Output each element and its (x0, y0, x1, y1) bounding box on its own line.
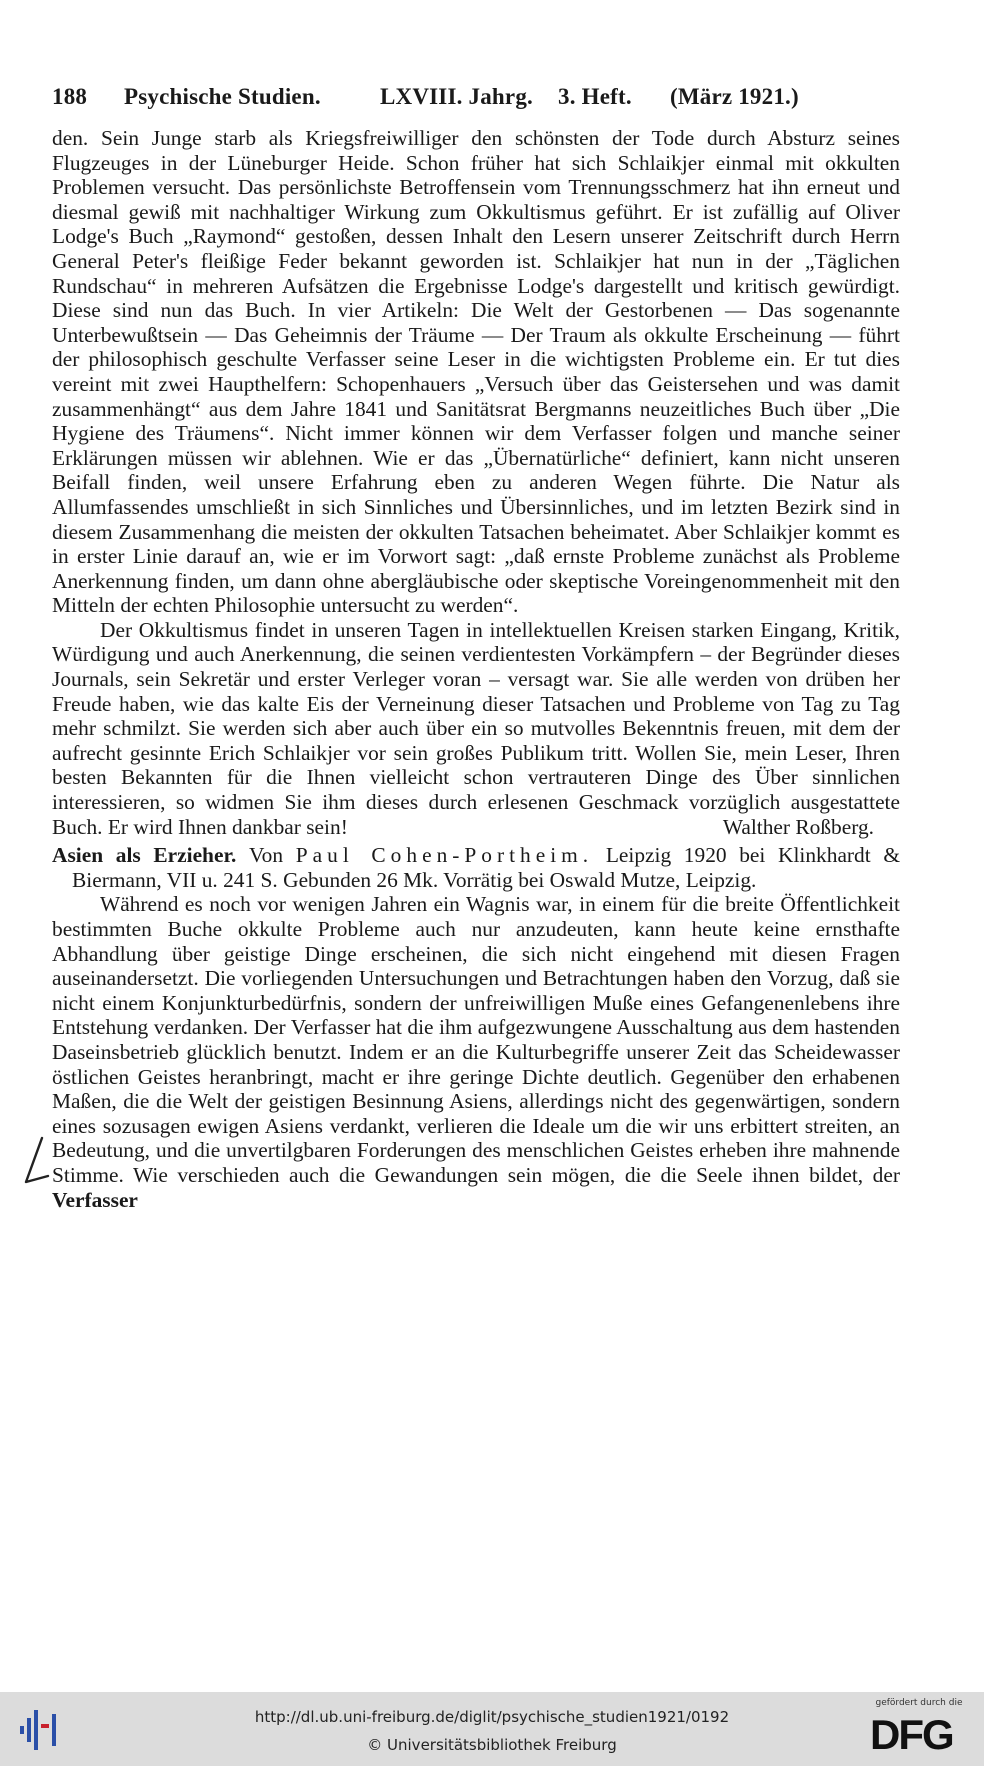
review-title: Asien als Erzieher. (52, 843, 237, 868)
viewer-footer (0, 1692, 984, 1766)
paragraph (52, 892, 900, 1212)
review-heading (52, 843, 900, 892)
issue-date: (März 1921.) (670, 84, 799, 109)
running-header (52, 84, 900, 110)
volume-year: LXVIII. Jahrg. (380, 84, 533, 109)
review-author: Paul Cohen-Portheim. (295, 843, 594, 868)
journal-title: Psychische Studien. (124, 84, 321, 109)
page-number: 188 (52, 84, 88, 109)
issue-number: 3. Heft. (558, 84, 632, 109)
paragraph-text: Während es noch vor wenigen Jahren ein Wagnis war, in einem für die breite Öffentlichkeit bestimmten Buche okkulte Probleme auch nur anzudeuten, kann heute keine ernsthafte Abhandlung über geistige Dinge erscheinen, die sich nicht eingehend mit diesen Fragen auseinandersetzt. Die vorliegenden Untersuchungen und Betrachtungen haben den Vorzug, daß sie nicht einem Konjunkturbedürfnis, sondern der unfreiwilligen Muße eines Gefangenenlebens ihre Entstehung verdanken. Der Verfasser hat die ihm aufgezwungene Ausschaltung aus dem hastenden Daseinsbetrieb glücklich benutzt. Indem er an die Kulturbegriffe unserer Zeit das Scheidewasser östlichen Geistes heranbringt, macht er ihre geringe Dichte deutlich. Gegenüber den erhabenen Maßen, die die Welt der geistigen Besinnung Asiens, allerdings nicht des gegenwärtigen, sondern eines sozusagen ewigen Asiens verdankt, verlieren die Ideale um die wir uns erbittert streiten, an Bedeutung, und die unvertilgbaren Forderungen des menschlichen Geistes erheben ihre mahnende Stimme. Wie verschieden auch die Gewandungen sein mögen, die die Seele ihnen bildet, der (52, 892, 900, 1187)
handwritten-mark (20, 1136, 50, 1192)
body-text (52, 126, 900, 1212)
dfg-badge (864, 1698, 974, 1762)
copyright-notice: © Universitätsbibliothek Freiburg (367, 1736, 617, 1754)
paragraph: Der Okkultismus findet in unseren Tagen in intellektuellen Kreisen starken Eingang, Kritik, Würdigung und auch Anerkennung, die seinen verdientesten Vorkämpfern – der Begründer dieses Journals, sein Sekretär und erster Verleger voran – versagt war. Sie alle werden von drüben her Freude haben, wie das kalte Eis der Verneinung dieser Tatsachen und Probleme von Tag zu Tag mehr schmilzt. Sie werden sich aber auch über ein so mutvolles Bekenntnis freuen, mit dem der aufrecht gesinnte Erich Schlaikjer vor sein großes Publikum tritt. Wollen Sie, mein Leser, Ihren besten Bekannten für die Ihnen vielleicht schon vertrauteren Dinge des Über sinnlichen interessieren, so widmen Sie ihm dieses durch erlesenen Geschmack vorzüglich ausgestattete Buch. Er wird Ihnen dankbar sein! (52, 617, 900, 839)
paragraph: den. Sein Junge starb als Kriegsfreiwilliger den schönsten der Tode durch Absturz seines Flugzeuges in der Lüneburger Heide. Schon früher hat sich Schlaikjer einmal mit okkulten Problemen versucht. Das persönlichste Betroffensein vom Trennungsschmerz hat ihn erneut und diesmal gewiß mit nachhaltiger Wirkung zum Okkultismus geführt. Er ist zufällig auf Oliver Lodge's Buch „Raymond“ gestoßen, dessen Inhalt den Lesern unserer Zeitschrift durch Herrn General Peter's fleißige Feder bekannt geworden ist. Schlaikjer hat nun in der „Täglichen Rundschau“ in mehreren Aufsätzen die Ergebnisse Lodge's dargestellt und kritisch gewürdigt. Diese sind nun das Buch. In vier Artikeln: Die Welt der Gestorbenen — Das sogenannte Unterbewußtsein — Das Geheimnis der Träume — Der Traum als okkulte Erscheinung — führt der philosophisch geschulte Verfasser seine Leser in die wichtigsten Probleme ein. Er tut dies vereint mit zwei Haupthelfern: Schopenhauers „Versuch über das Geistersehen und was damit zusammenhängt“ aus dem Jahre 1841 und Sanitätsrat Bergmanns neuzeitliches Buch über „Die Hygiene des Träumens“. Nicht immer können wir dem Verfasser folgen und manche seiner Erklärungen müssen wir ablehnen. Wie er das „Übernatürliche“ definiert, kann nicht unseren Beifall finden, weil unsere Erfahrung eben zu anderen Wegen führte. Die Natur als Allumfassendes umschließt in sich Sinnliches und Übersinnliches, und im letzten Bezirk sind in diesem Zusammenhang die meisten der okkulten Tatsachen beheimatet. Aber Schlaikjer kommt es in erster Linie darauf an, wie er im Vorwort sagt: „daß ernste Probleme zunächst als Probleme Anerkennung finden, um dann ohne abergläubische oder skeptische Voreingenommenheit mit den Mitteln der echten Philosophie untersucht zu werden“. (52, 126, 900, 618)
paragraph-last-word: Verfasser (52, 1187, 138, 1212)
review-signature: Walther Roßberg. (722, 814, 874, 839)
dfg-logo: DFG (870, 1711, 953, 1758)
review-publication: Leipzig 1920 bei Klinkhardt & Biermann, VII u. 241 S. Gebunden 26 Mk. Vorrätig bei Oswald Mutze, Leipzig. (72, 843, 900, 892)
review-von: Von (248, 843, 284, 868)
permalink[interactable]: http://dl.ub.uni-freiburg.de/diglit/psychische_studien1921/0192 (254, 1708, 730, 1726)
dfg-caption: gefördert durch die (875, 1698, 963, 1708)
